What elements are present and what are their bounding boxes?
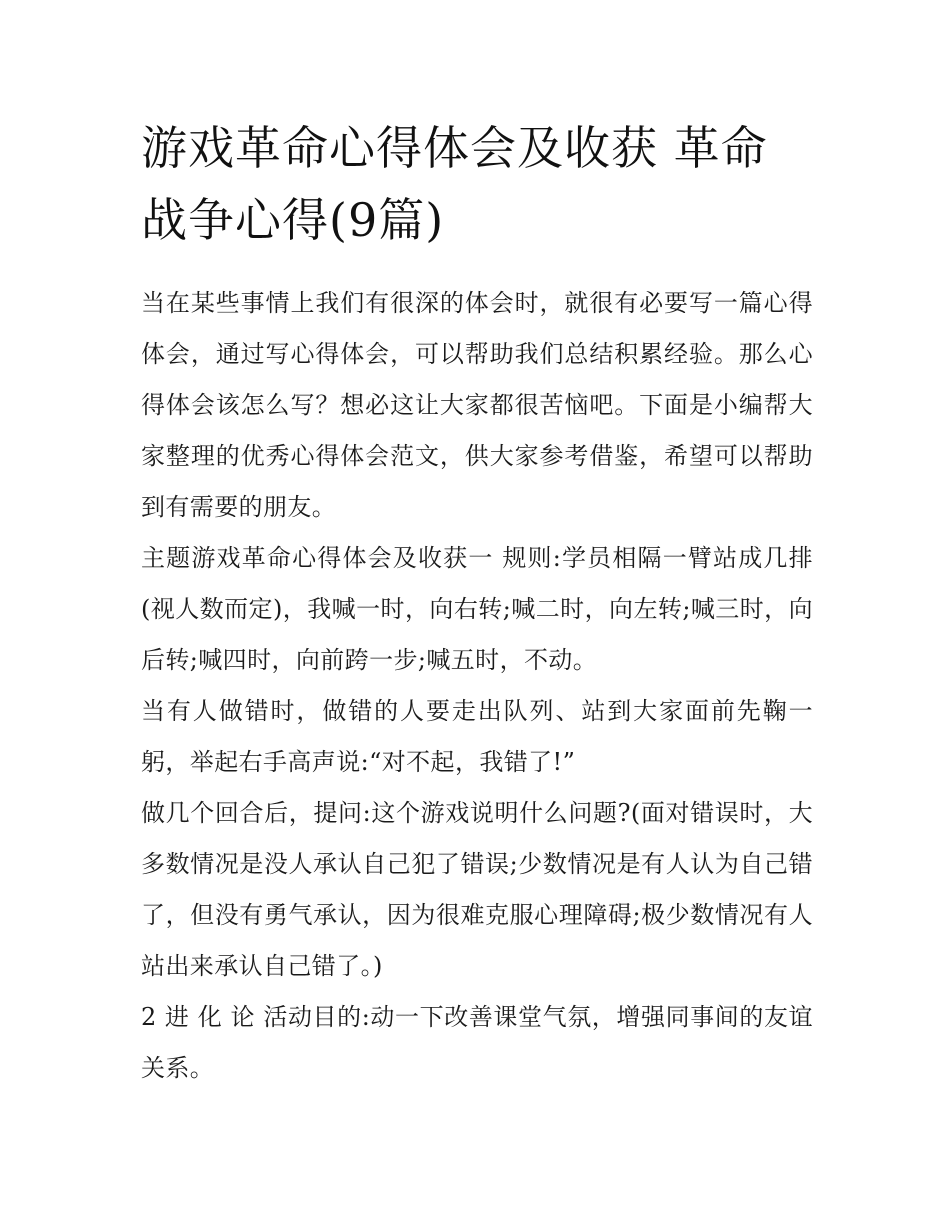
paragraph-mistake: 当有人做错时，做错的人要走出队列、站到大家面前先鞠一躬，举起右手高声说:“对不起，我错了!” — [141, 697, 813, 776]
document-page — [141, 112, 813, 1094]
paragraph-intro: 当在某些事情上我们有很深的体会时，就很有必要写一篇心得体会，通过写心得体会，可以帮助我们总结积累经验。那么心得体会该怎么写？想必这让大家都很苦恼吧。下面是小编帮大家整理的优秀心得体会范文，供大家参考借鉴，希望可以帮助到有需要的朋友。 — [141, 289, 813, 521]
document-body — [141, 278, 813, 1094]
paragraph-evolution: 2 进 化 论 活动目的:动一下改善课堂气氛，增强同事间的友谊关系。 — [141, 1003, 813, 1082]
paragraph-rules: 主题游戏革命心得体会及收获一 规则:学员相隔一臂站成几排(视人数而定)，我喊一时，向右转;喊二时，向左转;喊三时，向后转;喊四时，向前跨一步;喊五时，不动。 — [141, 544, 813, 674]
paragraph-question: 做几个回合后，提问:这个游戏说明什么问题?(面对错误时，大多数情况是没人承认自己犯了错误;少数情况是有人认为自己错了，但没有勇气承认，因为很难克服心理障碍;极少数情况有人站出来承认自己错了。) — [141, 799, 813, 980]
document-title: 游戏革命心得体会及收获 革命战争心得(9篇) — [141, 121, 768, 247]
